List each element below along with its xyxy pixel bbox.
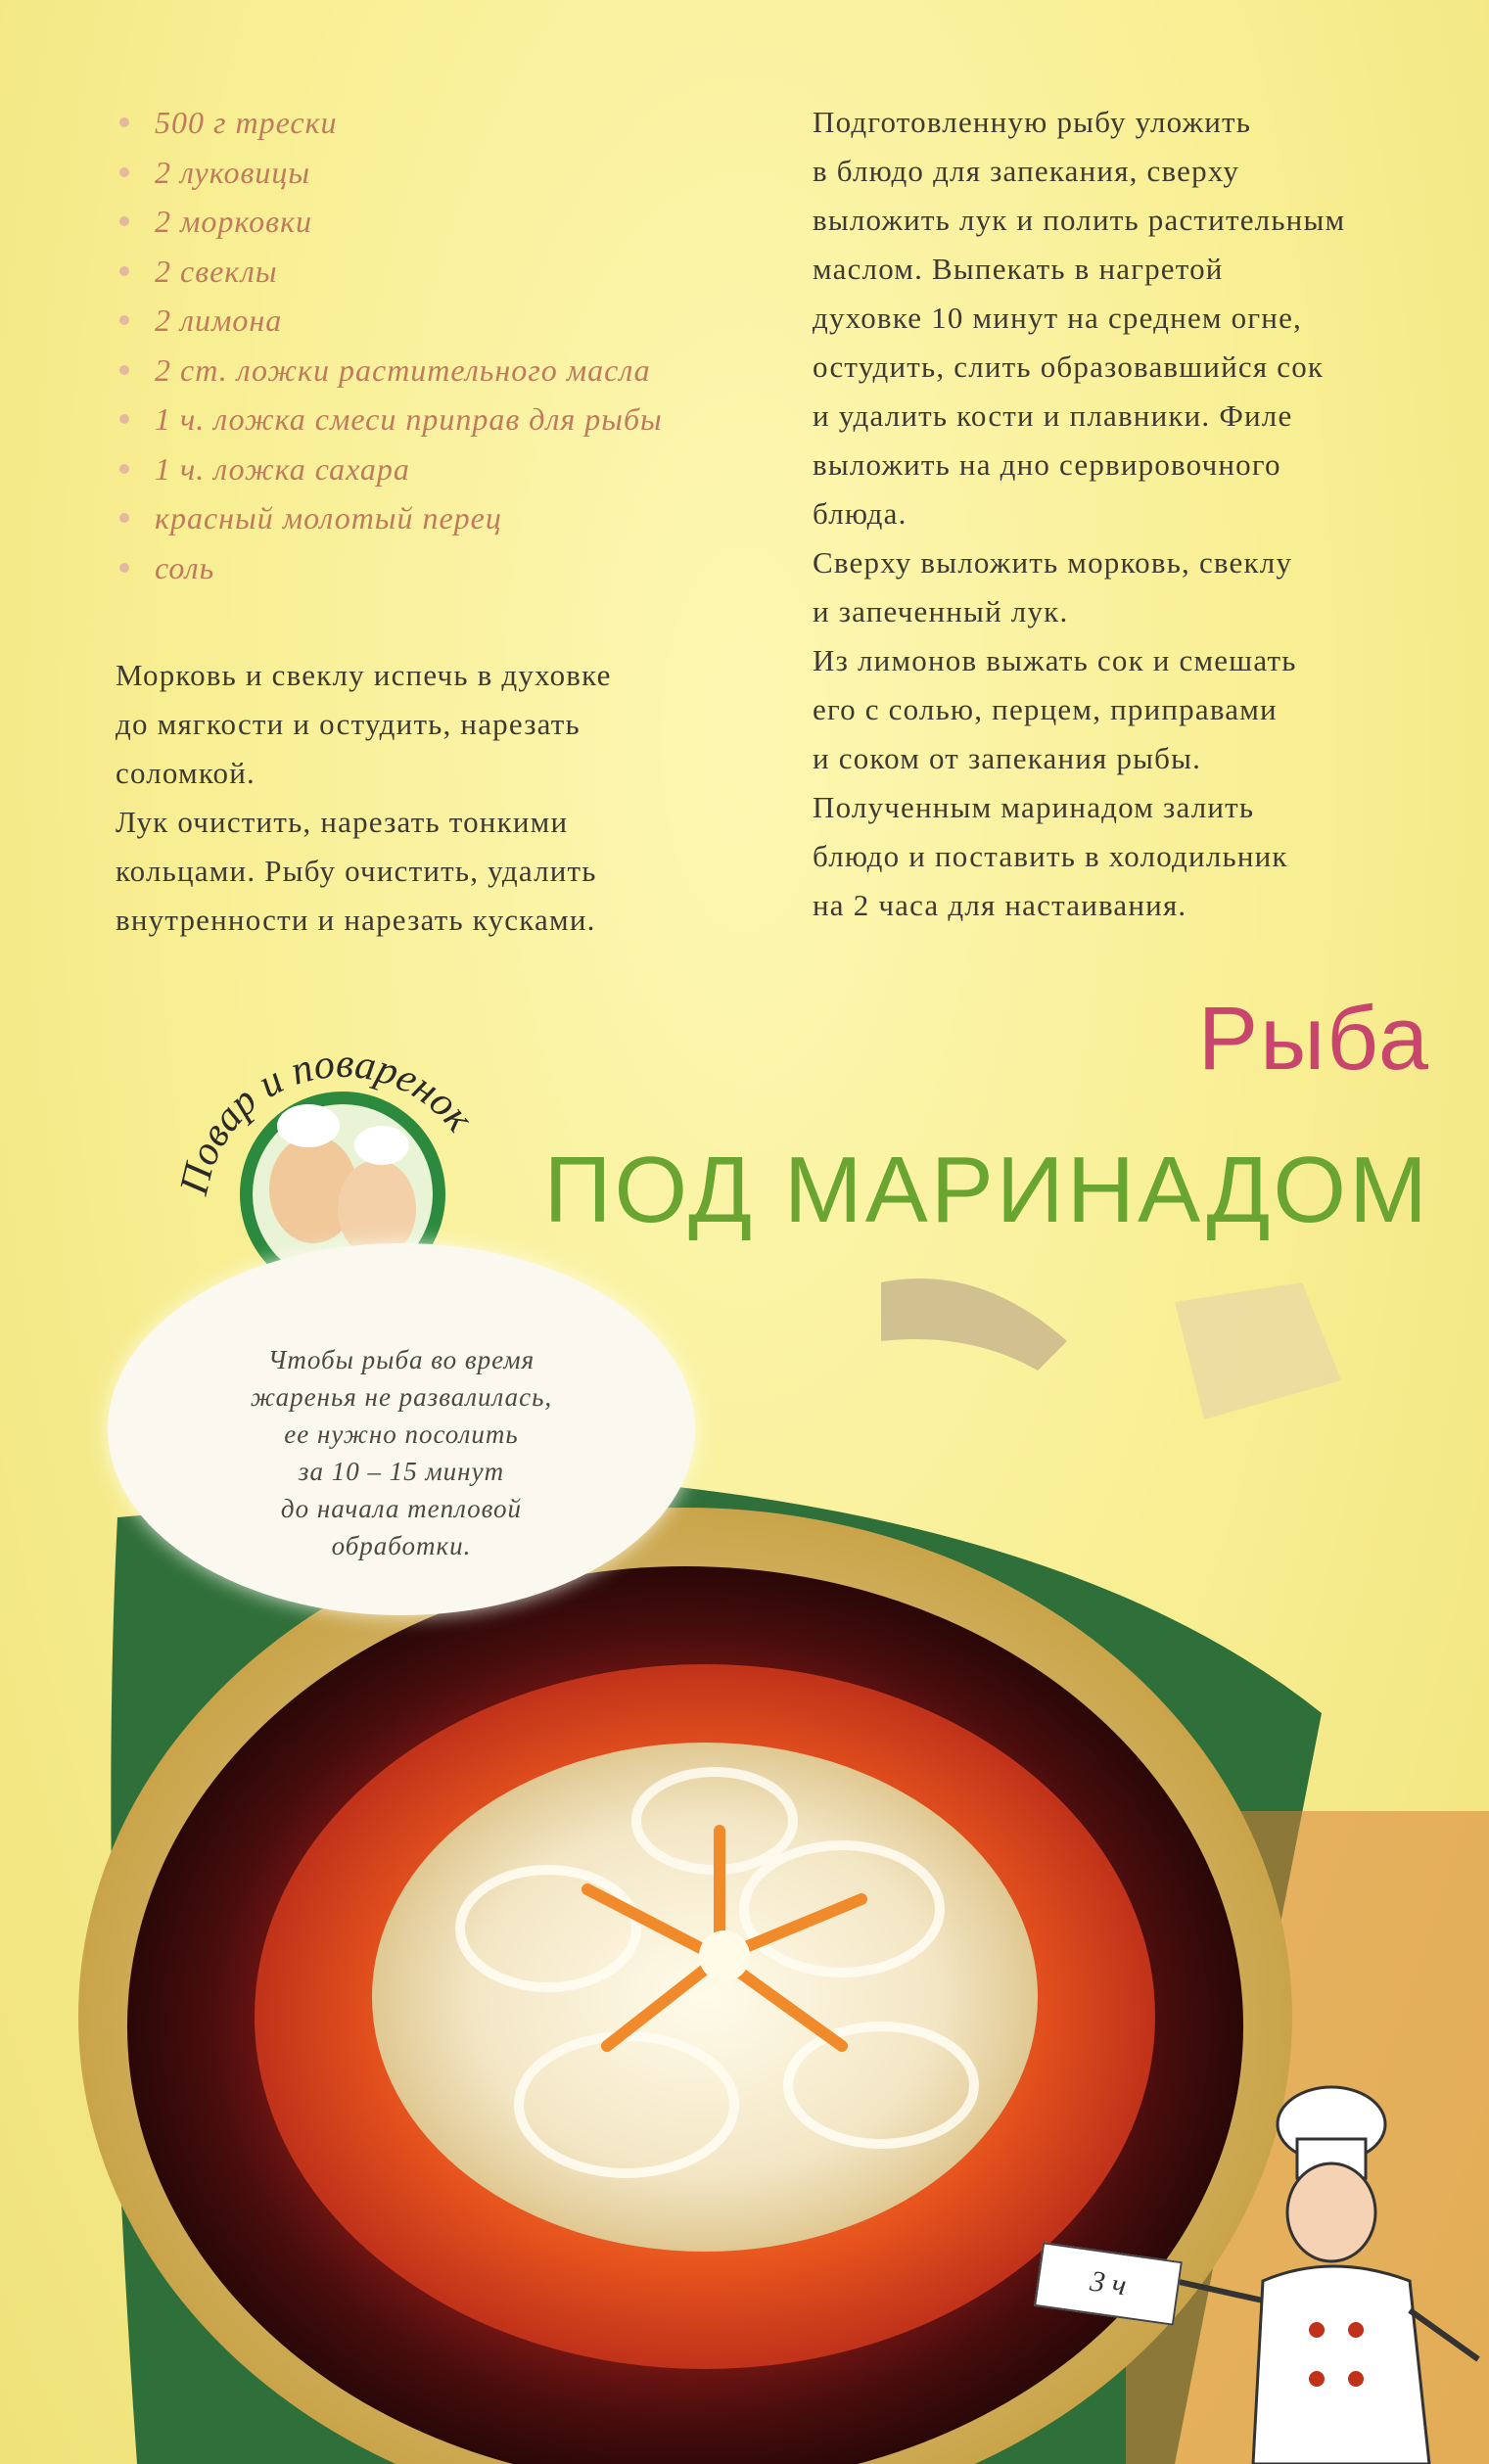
bullet-icon (119, 464, 129, 474)
ingredient-item: соль (116, 543, 781, 593)
bullet-icon (119, 315, 129, 325)
instruction-line: внутренности и нарезать кусками. (116, 903, 596, 937)
bullet-icon (119, 365, 129, 375)
ingredient-item: 1 ч. ложка сахара (116, 444, 781, 494)
instructions-left (116, 651, 762, 945)
ingredient-item: 2 ст. ложки растительного масла (116, 346, 781, 395)
instruction-line: Из лимонов выжать сок и смешать (813, 643, 1297, 677)
instruction-line: выложить лук и полить растительным (813, 203, 1346, 237)
instruction-line: кольцами. Рыбу очистить, удалить (116, 854, 597, 888)
instruction-line: блюдо и поставить в холодильник (813, 839, 1288, 873)
instruction-line: маслом. Выпекать в нагретой (813, 252, 1224, 286)
ingredient-item: 2 морковки (116, 197, 781, 247)
instructions-right (813, 98, 1478, 930)
instruction-line: в блюдо для запекания, сверху (813, 154, 1240, 188)
instruction-line: его с солью, перцем, приправами (813, 692, 1278, 726)
instruction-line: и удалить кости и плавники. Филе (813, 398, 1293, 433)
instruction-line: на 2 часа для настаивания. (813, 888, 1187, 922)
instruction-line: блюда. (813, 496, 907, 531)
bullet-icon (119, 167, 129, 177)
ingredient-item: 2 лимона (116, 296, 781, 346)
tip-line: за 10 – 15 минут (298, 1457, 505, 1486)
tip-line: Чтобы рыба во время (267, 1345, 535, 1374)
instruction-line: и запеченный лук. (813, 594, 1069, 628)
instruction-line: соломкой. (116, 756, 256, 790)
instruction-line: Лук очистить, нарезать тонкими (116, 805, 569, 839)
bullet-icon (119, 216, 129, 226)
tip-line: ее нужно посолить (284, 1419, 519, 1449)
ingredients-list (116, 98, 781, 592)
tip-text (171, 1341, 631, 1564)
instruction-line: Полученным маринадом залить (813, 790, 1255, 824)
page-tag: 3 ч (1034, 2242, 1183, 2325)
instruction-line: выложить на дно сервировочного (813, 447, 1281, 482)
ingredient-item: 1 ч. ложка смеси приправ для рыбы (116, 395, 781, 444)
logo-text: Повар и поваренок (171, 1041, 483, 1199)
instruction-line: Подготовленную рыбу уложить (813, 105, 1252, 139)
ingredient-item: 500 г трески (116, 98, 781, 148)
instruction-line: и соком от запекания рыбы. (813, 741, 1202, 775)
recipe-title-line2: ПОД МАРИНАДОМ (543, 1138, 1430, 1242)
instruction-line: до мягкости и остудить, нарезать (116, 707, 581, 741)
ingredient-item: 2 свеклы (116, 247, 781, 297)
instruction-line: Сверху выложить морковь, свеклу (813, 545, 1293, 580)
instruction-line: духовке 10 минут на среднем огне, (813, 301, 1302, 335)
tip-line: жаренья не развалилась, (250, 1382, 553, 1412)
bullet-icon (119, 513, 129, 523)
instruction-line: Морковь и свеклу испечь в духовке (116, 658, 612, 692)
bullet-icon (119, 266, 129, 276)
bullet-icon (119, 414, 129, 424)
recipe-title-line1: Рыба (1197, 989, 1430, 1089)
instruction-line: остудить, слить образовавшийся сок (813, 349, 1325, 384)
ingredient-item: 2 луковицы (116, 148, 781, 198)
bullet-icon (119, 117, 129, 127)
ingredient-item: красный молотый перец (116, 493, 781, 543)
tip-line: до начала тепловой (280, 1494, 523, 1523)
tip-line: обработки. (331, 1531, 472, 1560)
bullet-icon (119, 563, 129, 573)
